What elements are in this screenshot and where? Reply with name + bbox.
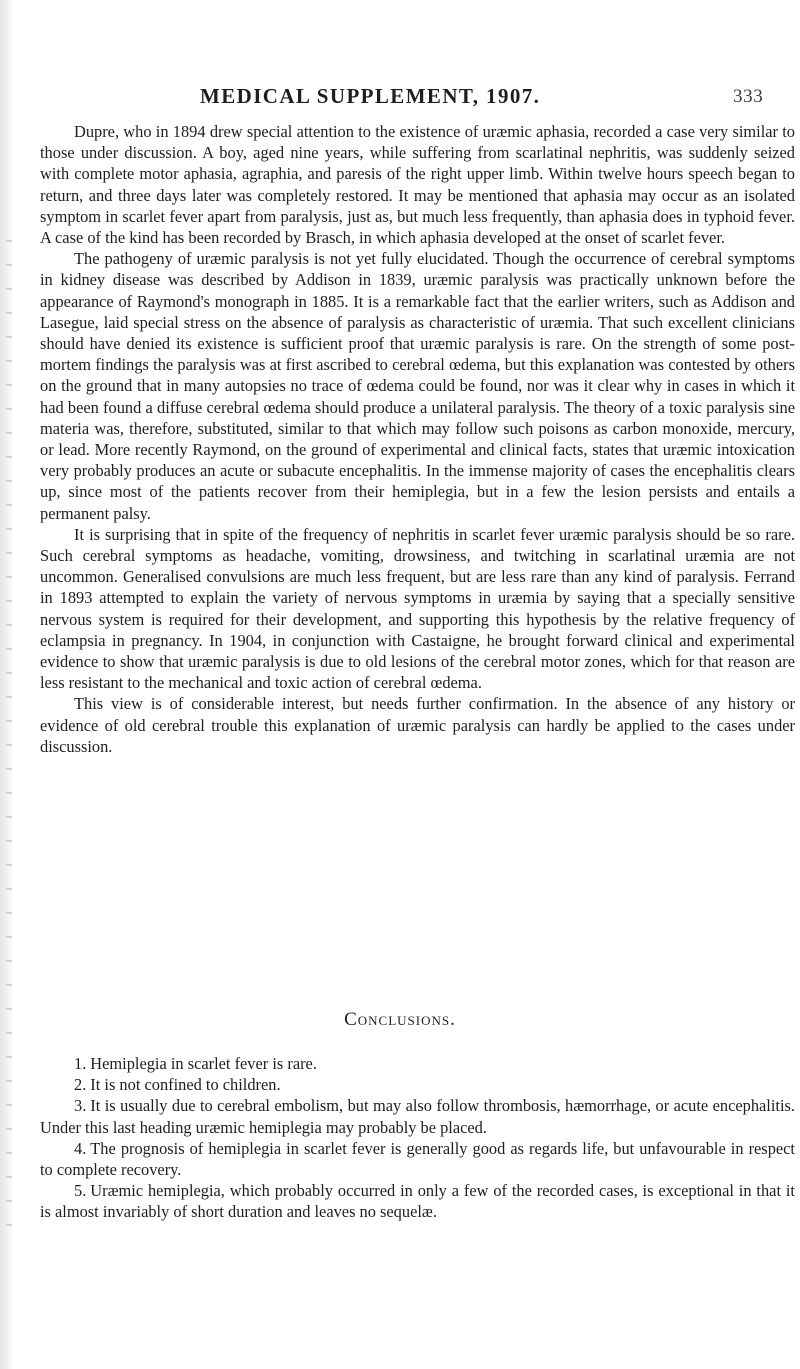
running-title: MEDICAL SUPPLEMENT, 1907.: [200, 84, 541, 108]
conclusions-heading: Conclusions.: [344, 1009, 456, 1030]
conclusion-item: [40, 1053, 795, 1074]
paragraph-uraemic-aphasia: Dupre, who in 1894 drew special attention to the existence of uræmic aphasia, recorded a case very similar to those under discussion. A boy, aged nine years, while suffering from scarlatinal nephritis, was suddenly seized with complete motor aphasia, agraphia, and paresis of the right upper limb. Within twelve hours speech began to return, and three days later was completely restored. It may be mentioned that aphasia may occur as an isolated symptom in scarlet fever apart from paralysis, just as, but much less frequently, than aphasia does in typhoid fever. A case of the kind has been recorded by Brasch, in which aphasia developed at the onset of scarlet fever.: [40, 122, 795, 248]
paragraph-view: This view is of considerable interest, but needs further confirmation. In the absence of any history or evidence of old cerebral trouble this explanation of uræmic paralysis can hardly be applied to the cases under discussion.: [40, 694, 795, 756]
conclusion-number: 1.: [74, 1054, 87, 1073]
conclusion-number: 5.: [74, 1181, 87, 1201]
body-text: [40, 121, 795, 757]
conclusion-number: 4.: [74, 1138, 87, 1158]
conclusion-item: [40, 1074, 795, 1095]
conclusion-text: The prognosis of hemiplegia in scarlet fever is generally good as regards life, but unfavourable in respect to complete recovery.: [40, 1138, 795, 1180]
conclusion-number: 2.: [74, 1075, 87, 1095]
binding-edge-marks: [6, 240, 12, 1240]
paragraph-pathogeny: The pathogeny of uræmic paralysis is not yet fully elucidated. Though the occurrence of cerebral symptoms in kidney disease was described by Addison in 1839, uræmic paralysis was practically unknown before the appearance of Raymond's monograph in 1885. It is a remarkable fact that the earlier writers, such as Addison and Lasegue, laid special stress on the absence of paralysis as characteristic of uræmia. That such excellent clinicians should have denied its existence is sufficient proof that uræmic paralysis is rare. On the strength of some post-mortem findings the paralysis was at first ascribed to cerebral œdema, but this explanation was contested by others on the ground that in many autopsies no trace of œdema could be found, nor was it clear why in cases in which it had been found a diffuse cerebral œdema should produce a unilateral paralysis. The theory of a toxic paralysis sine materia was, therefore, substituted, similar to that which may follow such poisons as carbon monoxide, mercury, or lead. More recently Raymond, on the ground of experimental and clinical facts, states that uræmic intoxication very probably produces an acute or subacute encephalitis. In the immense majority of cases the encephalitis clears up, since most of the patients recover from their hemiplegia, but in a few the lesion persists and entails a permanent palsy.: [40, 249, 795, 523]
conclusion-item: [40, 1138, 795, 1180]
conclusion-item: [40, 1095, 795, 1137]
conclusion-number: 3.: [74, 1096, 87, 1116]
conclusion-text: It is not confined to children.: [90, 1075, 281, 1095]
conclusion-text: Uræmic hemiplegia, which probably occurred in only a few of the recorded cases, is exceptional in that it is almost invariably of short duration and leaves no sequelæ.: [40, 1181, 795, 1222]
conclusion-item: [40, 1180, 795, 1222]
conclusion-text: Hemiplegia in scarlet fever is rare.: [90, 1054, 317, 1073]
conclusion-text: It is usually due to cerebral embolism, but may also follow thrombosis, hæmorrhage, or acute encephalitis. Under this last heading uræmic hemiplegia may probably be placed.: [40, 1096, 795, 1137]
paragraph-rarity: It is surprising that in spite of the frequency of nephritis in scarlet fever uræmic paralysis should be so rare. Such cerebral symptoms as headache, vomiting, drowsiness, and twitching in scarlatinal uræmia are not uncommon. Generalised convulsions are much less frequent, but are less rare than any kind of paralysis. Ferrand in 1893 attempted to explain the variety of nervous symptoms in uræmia by saying that a specially sensitive nervous system is required for their development, and supporting this hypothesis by the relative frequency of eclampsia in pregnancy. In 1904, in conjunction with Castaigne, he brought forward clinical and experimental evidence to show that uræmic paralysis is due to old lesions of the cerebral motor zones, which for that reason are less resistant to the mechanical and toxic action of cerebral œdema.: [40, 524, 795, 693]
conclusions-list: [40, 1053, 795, 1223]
page-number: 333: [733, 86, 764, 107]
